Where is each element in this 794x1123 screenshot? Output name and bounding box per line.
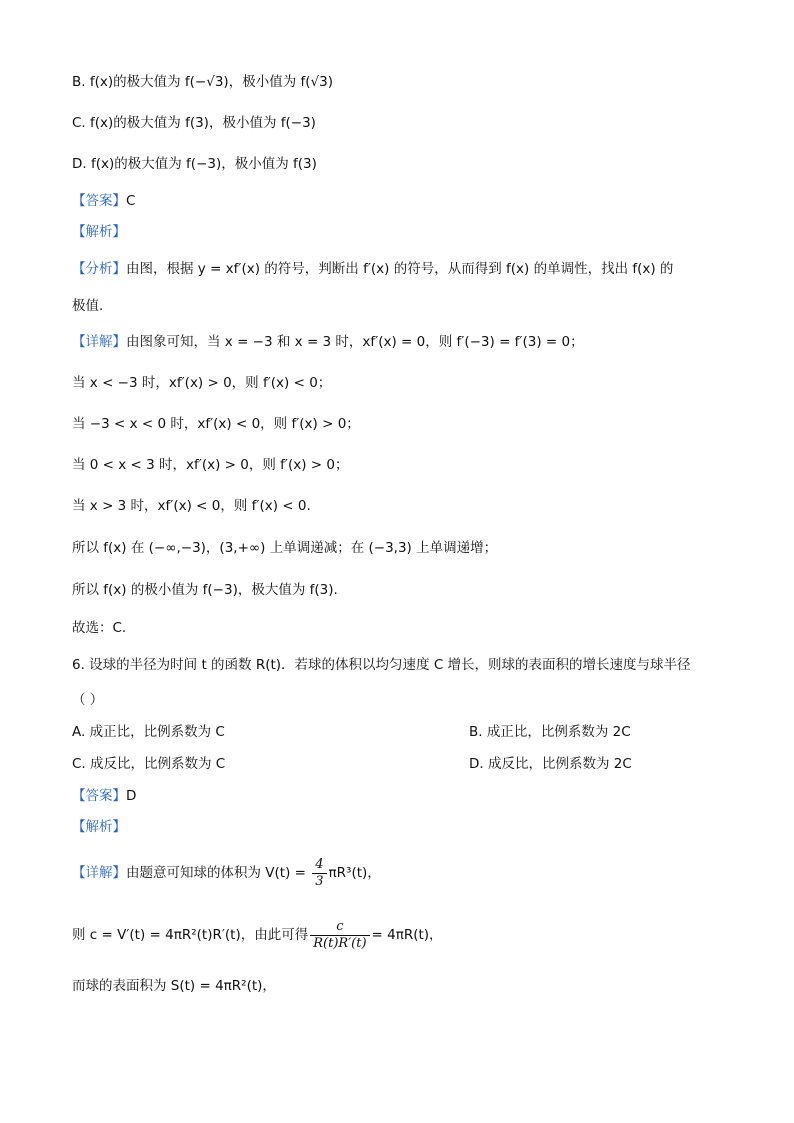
analysis-heading-2 (72, 817, 734, 837)
fraction-4-3 (312, 857, 326, 890)
question-6-blank: （ ） (72, 692, 104, 708)
volume-text-tail: πR³(t)， (328, 865, 381, 881)
detail-line-2: 当 x < −3 时，xf′(x) > 0，则 f′(x) < 0； (72, 375, 332, 391)
xiangjie-text: 由图象可知，当 x = −3 和 x = 3 时，xf′(x) = 0，则 f′(−3) = f′(3) = 0； (126, 334, 584, 350)
option-b-line: B. f(x)的极大值为 f(−√3)，极小值为 f(√3) (72, 74, 333, 90)
fenxi-tag: 【分析】 (72, 261, 126, 277)
options-row-2 (72, 754, 734, 774)
answer-value: C (126, 193, 136, 209)
option-a: A. 成正比，比例系数为 C (72, 724, 225, 740)
analysis-line-2: 极值. (72, 298, 104, 314)
detail-line-7: 所以 f(x) 的极小值为 f(−3)，极大值为 f(3). (72, 582, 338, 598)
options-row-1 (72, 722, 734, 742)
answer-line (72, 191, 734, 211)
answer-value-2: D (126, 788, 137, 804)
analysis-tag: 【解析】 (72, 224, 126, 240)
answer-tag: 【答案】 (72, 193, 126, 209)
detail-q6-line-3: 而球的表面积为 S(t) = 4πR²(t)， (72, 978, 276, 994)
option-b: B. 成正比，比例系数为 2C (469, 724, 631, 740)
analysis-heading (72, 222, 734, 242)
fenxi-text: 由图，根据 y = xf′(x) 的符号，判断出 f′(x) 的符号，从而得到 f(x) 的单调性，找出 f(x) 的 (126, 261, 674, 277)
question-6-stem: 6. 设球的半径为时间 t 的函数 R(t)．若球的体积以均匀速度 C 增长，则球的表面积的增长速度与球半径 (72, 657, 691, 673)
derivative-text-tail: = 4πR(t)， (371, 927, 443, 943)
detail-line-3: 当 −3 < x < 0 时，xf′(x) < 0，则 f′(x) > 0； (72, 416, 360, 432)
detail-line-5: 当 x > 3 时，xf′(x) < 0，则 f′(x) < 0. (72, 498, 311, 514)
fraction-numerator: 4 (312, 857, 326, 874)
fraction-denominator: 3 (315, 873, 324, 889)
xiangjie-tag: 【详解】 (72, 334, 126, 350)
detail-q6-line-1 (72, 856, 734, 890)
fraction-denominator-2: R(t)R′(t) (313, 935, 367, 951)
option-c: C. 成反比，比例系数为 C (72, 756, 226, 772)
answer-tag-2: 【答案】 (72, 788, 126, 804)
analysis-line-1 (72, 259, 734, 279)
detail-line-4: 当 0 < x < 3 时，xf′(x) > 0，则 f′(x) > 0； (72, 457, 349, 473)
detail-line-8: 故选：C. (72, 620, 127, 636)
xiangjie-tag-2: 【详解】 (72, 865, 126, 881)
option-c-line: C. f(x)的极大值为 f(3)，极小值为 f(−3) (72, 115, 316, 131)
volume-text: 由题意可知球的体积为 V(t) = (126, 865, 311, 881)
derivative-text: 则 c = V′(t) = 4πR²(t)R′(t)，由此可得 (72, 927, 309, 943)
option-d: D. 成反比，比例系数为 2C (469, 756, 632, 772)
answer-line-2 (72, 786, 734, 806)
detail-line-1 (72, 332, 734, 352)
fraction-c-over-rr (310, 919, 369, 952)
detail-line-6: 所以 f(x) 在 (−∞,−3)，(3,+∞) 上单调递减；在 (−3,3) 上单调递增； (72, 540, 498, 556)
option-d-line: D. f(x)的极大值为 f(−3)，极小值为 f(3) (72, 156, 317, 172)
analysis-tag-2: 【解析】 (72, 819, 126, 835)
detail-q6-line-2 (72, 916, 734, 954)
fraction-numerator-2: c (310, 919, 369, 936)
